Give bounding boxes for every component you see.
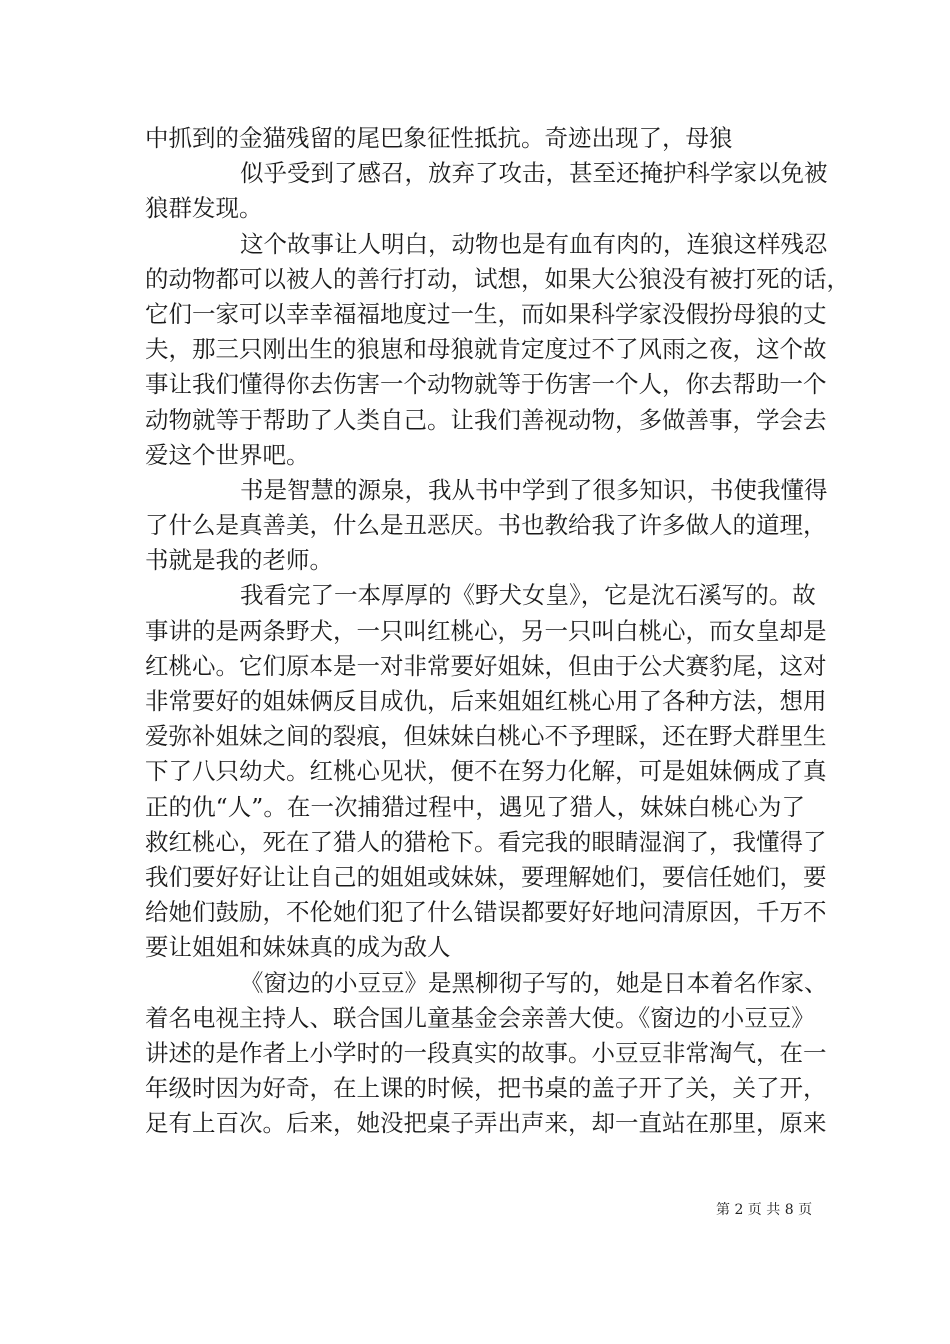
text-line: 足有上百次。后来，她没把桌子弄出声来，却一直站在那里，原来 bbox=[145, 1109, 827, 1138]
text-line: 下了八只幼犬。红桃心见状，便不在努力化解，可是姐妹俩成了真 bbox=[145, 757, 827, 786]
text-line: 年级时因为好奇，在上课的时候，把书桌的盖子开了关，关了开， bbox=[145, 1074, 827, 1103]
text-line: 正的仇“人”。在一次捕猎过程中，遇见了猎人，妹妹白桃心为了 bbox=[145, 792, 805, 821]
text-line: 《窗边的小豆豆》是黑柳彻子写的，她是日本着名作家、 bbox=[240, 968, 828, 997]
text-line: 了什么是真善美，什么是丑恶厌。书也教给我了许多做人的道理， bbox=[145, 511, 827, 540]
text-line: 着名电视主持人、联合国儿童基金会亲善大使。《窗边的小豆豆》 bbox=[145, 1003, 815, 1032]
text-line: 爱这个世界吧。 bbox=[145, 440, 310, 469]
text-line: 似乎受到了感召，放弃了攻击，甚至还掩护科学家以免被 bbox=[240, 159, 828, 188]
text-line: 我们要好好让让自己的姐姐或妹妹，要理解她们，要信任她们，要 bbox=[145, 862, 827, 891]
text-line: 的动物都可以被人的善行打动，试想，如果大公狼没有被打死的话， bbox=[145, 264, 850, 293]
text-line: 事让我们懂得你去伤害一个动物就等于伤害一个人，你去帮助一个 bbox=[145, 370, 827, 399]
text-line: 要让姐姐和妹妹真的成为敌人 bbox=[145, 933, 451, 962]
text-line: 我看完了一本厚厚的《野犬女皇》，它是沈石溪写的。故 bbox=[240, 581, 816, 610]
text-line: 书是智慧的源泉，我从书中学到了很多知识，书使我懂得 bbox=[240, 475, 828, 504]
text-line: 这个故事让人明白，动物也是有血有肉的，连狼这样残忍 bbox=[240, 229, 828, 258]
text-line: 夫，那三只刚出生的狼崽和母狼就肯定度过不了风雨之夜，这个故 bbox=[145, 335, 827, 364]
text-line: 红桃心。它们原本是一对非常要好姐妹，但由于公犬赛豹尾，这对 bbox=[145, 651, 827, 680]
text-line: 给她们鼓励，不伦她们犯了什么错误都要好好地问清原因，千万不 bbox=[145, 898, 827, 927]
text-line: 书就是我的老师。 bbox=[145, 546, 333, 575]
text-line: 事讲的是两条野犬，一只叫红桃心，另一只叫白桃心，而女皇却是 bbox=[145, 616, 827, 645]
text-line: 它们一家可以幸幸福福地度过一生，而如果科学家没假扮母狼的丈 bbox=[145, 299, 827, 328]
text-line: 动物就等于帮助了人类自己。让我们善视动物，多做善事，学会去 bbox=[145, 405, 827, 434]
text-line: 讲述的是作者上小学时的一段真实的故事。小豆豆非常淘气，在一 bbox=[145, 1038, 827, 1067]
text-line: 中抓到的金猫残留的尾巴象征性抵抗。奇迹出现了，母狼 bbox=[145, 124, 733, 152]
page-number-footer: 第 2 页 共 8 页 bbox=[716, 1202, 813, 1218]
text-line: 狼群发现。 bbox=[145, 194, 263, 223]
text-line: 非常要好的姐妹俩反目成仇，后来姐姐红桃心用了各种方法，想用 bbox=[145, 687, 827, 715]
document-body bbox=[145, 121, 850, 1141]
text-line: 救红桃心，死在了猎人的猎枪下。看完我的眼睛湿润了，我懂得了 bbox=[145, 827, 827, 856]
text-line: 爱弥补姐妹之间的裂痕，但妹妹白桃心不予理睬，还在野犬群里生 bbox=[145, 722, 827, 751]
